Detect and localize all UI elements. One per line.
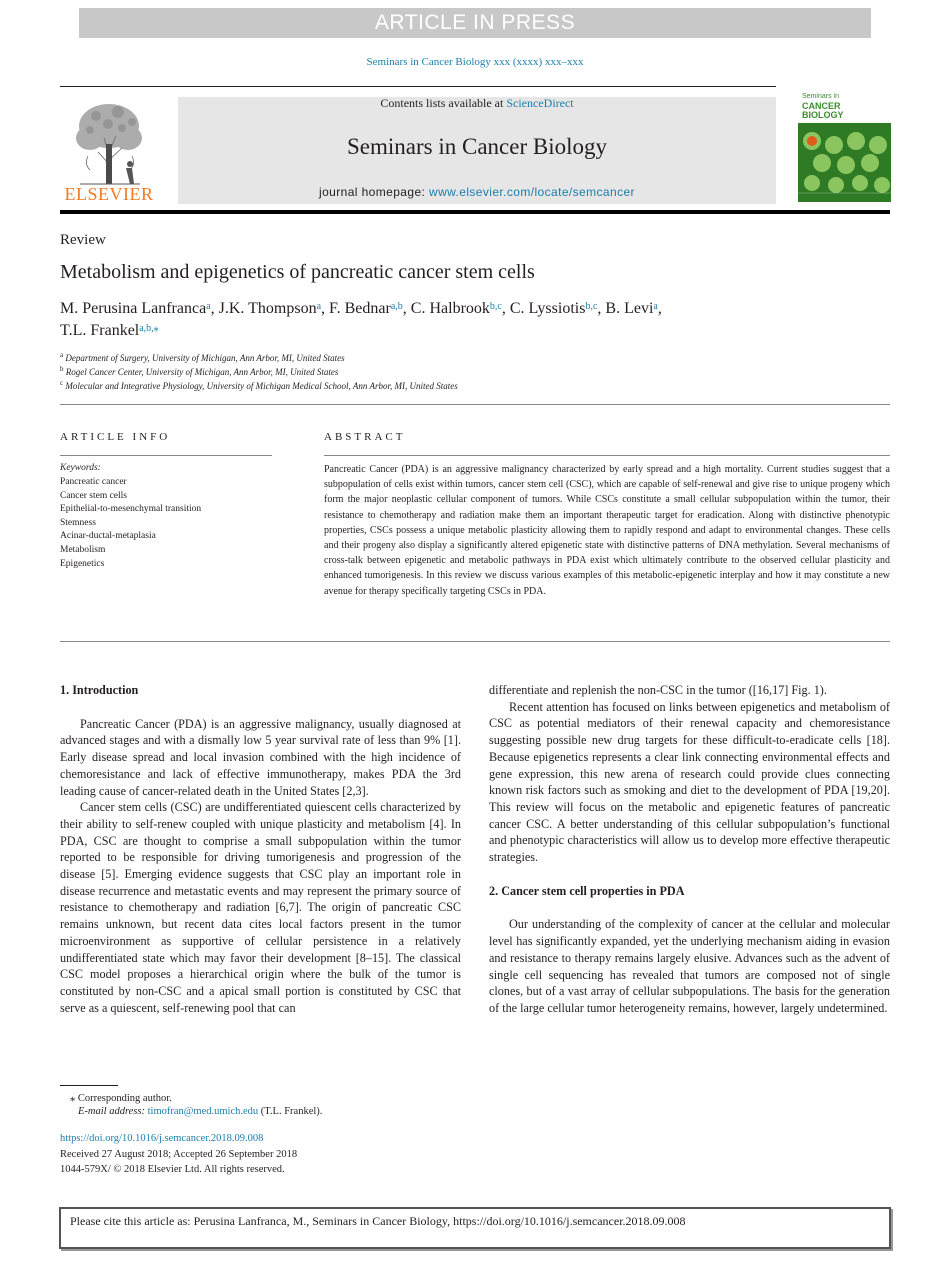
affiliation-marker[interactable]: b,c xyxy=(489,301,502,312)
divider xyxy=(60,86,776,87)
author[interactable]: J.K. Thompson$^a$, xyxy=(218,300,330,317)
publisher-logo-text: ELSEVIER xyxy=(64,184,154,204)
article-in-press-banner xyxy=(79,8,871,38)
journal-homepage-link[interactable]: www.elsevier.com/locate/semcancer xyxy=(429,185,635,199)
abstract-text: Pancreatic Cancer (PDA) is an aggressive malignancy characterized by early spread and a high mortality. Current studies suggest that a subpopulation of cells exist within tumors, cancer stem cell (CSC), which are capable of self-renewal and give rise to unique progeny which form the major neoplastic cellular component of tumors. While CSCs constitute a small cellular subpopulation within the tumor, their resistance to chemotherapy and radiation make them an important therapeutic target for eradication. Along with distinctive phenotypic properties, CSCs possess a unique metabolic plasticity allowing them to rapidly respond and adapt to environmental changes. These cells and their progeny also display a significantly altered epigenetic state with distinctive patterns of DNA methylation. Several mechanisms of cross-talk between epigenetic and metabolic pathways in PDA exist which ultimately contribute to the observed cellular plasticity and enhanced tumorigenesis. In this review we discuss various examples of this metabolic-epigenetic interplay and how it may constitute a new avenue for therapy specifically targeting CSCs in PDA. xyxy=(324,464,890,597)
paragraph: Pancreatic Cancer (PDA) is an aggressive malignancy, usually diagnosed at advanced stages and with a dismally low 5 year survival rate of less than 9% [1]. Early disease spread and local invasion combined with the high incidence of chemoresistance and lack of effective immunotherapy, makes PDA the 3rd leading cause of cancer-related death in the United States [2,3]. xyxy=(60,716,461,798)
keyword-list xyxy=(60,476,201,571)
body-column-right xyxy=(489,682,890,1017)
keyword: Acinar-ductal-metaplasia xyxy=(60,531,156,542)
affiliation-marker[interactable]: b,c xyxy=(585,301,598,312)
banner-text: ARTICLE IN PRESS xyxy=(374,11,576,34)
divider xyxy=(60,455,272,456)
keyword: Epithelial-to-mesenchymal transition xyxy=(60,504,202,515)
section-heading: 1. Introduction xyxy=(60,683,139,697)
journal-title: Seminars in Cancer Biology xyxy=(347,134,607,159)
cover-title-line2: CANCER xyxy=(802,101,841,111)
divider xyxy=(324,455,890,456)
paragraph: Recent attention has focused on links between epigenetics and metabolism of CSC as potential mediators of their renewal capacity and chemoresistance suggesting possible new drug targets for these difficult-to-eradicate cells [18]. Because epigenetics represents a clear link connecting environmental effects and gene expression, this new arena of research could provide clues connecting known risk factors such as smoking and diet to the development of PDA [19,20]. This review will focus on the metabolic and epigenetic features of pancreatic cancer CSC. A better understanding of this cellular subpopulation’s functional and phenotypic characteristics will allow us to develop more effective therapeutic strategies. xyxy=(489,699,890,865)
elsevier-logo[interactable] xyxy=(60,94,158,204)
article-info-heading: ARTICLE INFO xyxy=(60,431,171,443)
section-heading: 2. Cancer stem cell properties in PDA xyxy=(489,883,685,898)
author[interactable]: M. Perusina Lanfranca$^a$, xyxy=(60,300,219,317)
paragraph: differentiate and replenish the non-CSC in the tumor ([16,17] Fig. 1). xyxy=(489,683,827,697)
affiliation-marker[interactable]: a,b,⁎ xyxy=(139,323,159,334)
footnote-rule xyxy=(60,1085,118,1086)
article-type: Review xyxy=(60,232,106,248)
author[interactable]: F. Bednar$^{a,b}$, xyxy=(329,300,411,317)
affiliation: $^c$ Molecular and Integrative Physiology, University of Michigan Medical School, Ann Arbor, MI, United States xyxy=(60,379,458,391)
article-title: Metabolism and epigenetics of pancreatic cancer stem cells xyxy=(60,261,535,283)
keyword: Pancreatic cancer xyxy=(60,477,127,487)
paragraph: Cancer stem cells (CSC) are undifferentiated quiescent cells characterized by their ability to self-renew coupled with unique plasticity and metabolism [4]. In PDA, CSC are thought to comprise a small subpopulation within the tumor reported to be responsible for driving tumorigenesis and progression of the disease [5]. Emerging evidence suggests that CSC play an important role in disease recurrence and metastatic events and may represent the primary source of resistance to chemotherapy and radiation [6,7]. The origin of pancreatic CSC remains unknown, but recent data cites local factors present in the tumor microenvironment as supportive of cellular persistence in a relatively undifferentiated state which may favor their development [8–15]. The classical CSC model proposes a hierarchical origin where the bulk of the tumor is constituted by non-CSC and a apical small portion is constituted by CSC that serve as a quiescent, self-renewing pool that can xyxy=(60,800,461,1015)
affiliation-marker[interactable]: a,b xyxy=(390,301,403,312)
journal-reference-link[interactable]: Seminars in Cancer Biology xxx (xxxx) xxx–xxx xyxy=(366,56,584,68)
email-suffix: (T.L. Frankel). xyxy=(258,1106,323,1117)
masthead-rule xyxy=(60,210,890,214)
copyright: 1044-579X/ © 2018 Elsevier Ltd. All rights reserved. xyxy=(60,1164,285,1175)
author[interactable]: C. Lyssiotis$^{b,c}$, xyxy=(509,300,606,317)
keyword: Cancer stem cells xyxy=(60,490,128,501)
cover-title-line1: Seminars in xyxy=(802,93,839,100)
author[interactable]: T.L. Frankel$^{a,b,⁎}$ xyxy=(60,322,159,339)
journal-homepage-line xyxy=(178,185,776,199)
paragraph: Our understanding of the complexity of cancer at the cellular and molecular level has significantly expanded, yet the underlying mechanism aiding in evasion and resistance to therapy remains largely elusive. Advances such as the advent of single cell sequencing has revealed that tumors are composed not of single clones, but of a vast array of cellular subpopulations. The basis for the generation of the large cellular tumor heterogeneity remains, however, largely undetermined. xyxy=(489,917,890,1015)
author[interactable]: B. Levi$^a$, xyxy=(605,300,662,317)
email-footnote xyxy=(78,1106,322,1117)
divider xyxy=(60,641,890,642)
cite-text: Please cite this article as: Perusina Lanfranca, M., Seminars in Cancer Biology, https://doi.org/10.1016/j.semcancer.2018.09.008 xyxy=(70,1214,686,1228)
keywords-label: Keywords: xyxy=(60,463,101,473)
affiliation-marker[interactable]: a xyxy=(653,301,658,312)
email-link[interactable]: timofran@med.umich.edu xyxy=(147,1106,259,1117)
doi-link[interactable]: https://doi.org/10.1016/j.semcancer.2018.09.008 xyxy=(60,1133,264,1144)
author-list xyxy=(60,298,890,342)
homepage-prefix: journal homepage: xyxy=(319,185,429,199)
sciencedirect-link[interactable]: ScienceDirect xyxy=(506,96,574,110)
affiliation: $^b$ Rogel Cancer Center, University of Michigan, Ann Arbor, MI, United States xyxy=(60,365,339,377)
body-column-left xyxy=(60,682,461,1016)
cover-title-line3: BIOLOGY xyxy=(802,110,844,120)
corresponding-author-note: ⁎ Corresponding author. xyxy=(70,1093,172,1104)
author[interactable]: C. Halbrook$^{b,c}$, xyxy=(410,300,510,317)
divider xyxy=(60,404,890,405)
keyword: Stemness xyxy=(60,517,96,528)
journal-cover[interactable] xyxy=(798,87,891,202)
email-label: E-mail address: xyxy=(78,1106,148,1117)
contents-prefix: Contents lists available at xyxy=(380,96,507,110)
affiliation: $^a$ Department of Surgery, University of Michigan, Ann Arbor, MI, United States xyxy=(60,351,345,363)
keyword: Metabolism xyxy=(60,544,106,555)
affiliation-marker[interactable]: a xyxy=(206,301,211,312)
contents-line xyxy=(178,96,776,111)
cover-cells-image xyxy=(798,123,891,202)
received-dates: Received 27 August 2018; Accepted 26 September 2018 xyxy=(60,1149,298,1160)
abstract-heading: ABSTRACT xyxy=(324,431,406,443)
keyword: Epigenetics xyxy=(60,558,105,569)
affiliation-marker[interactable]: a xyxy=(316,301,322,312)
